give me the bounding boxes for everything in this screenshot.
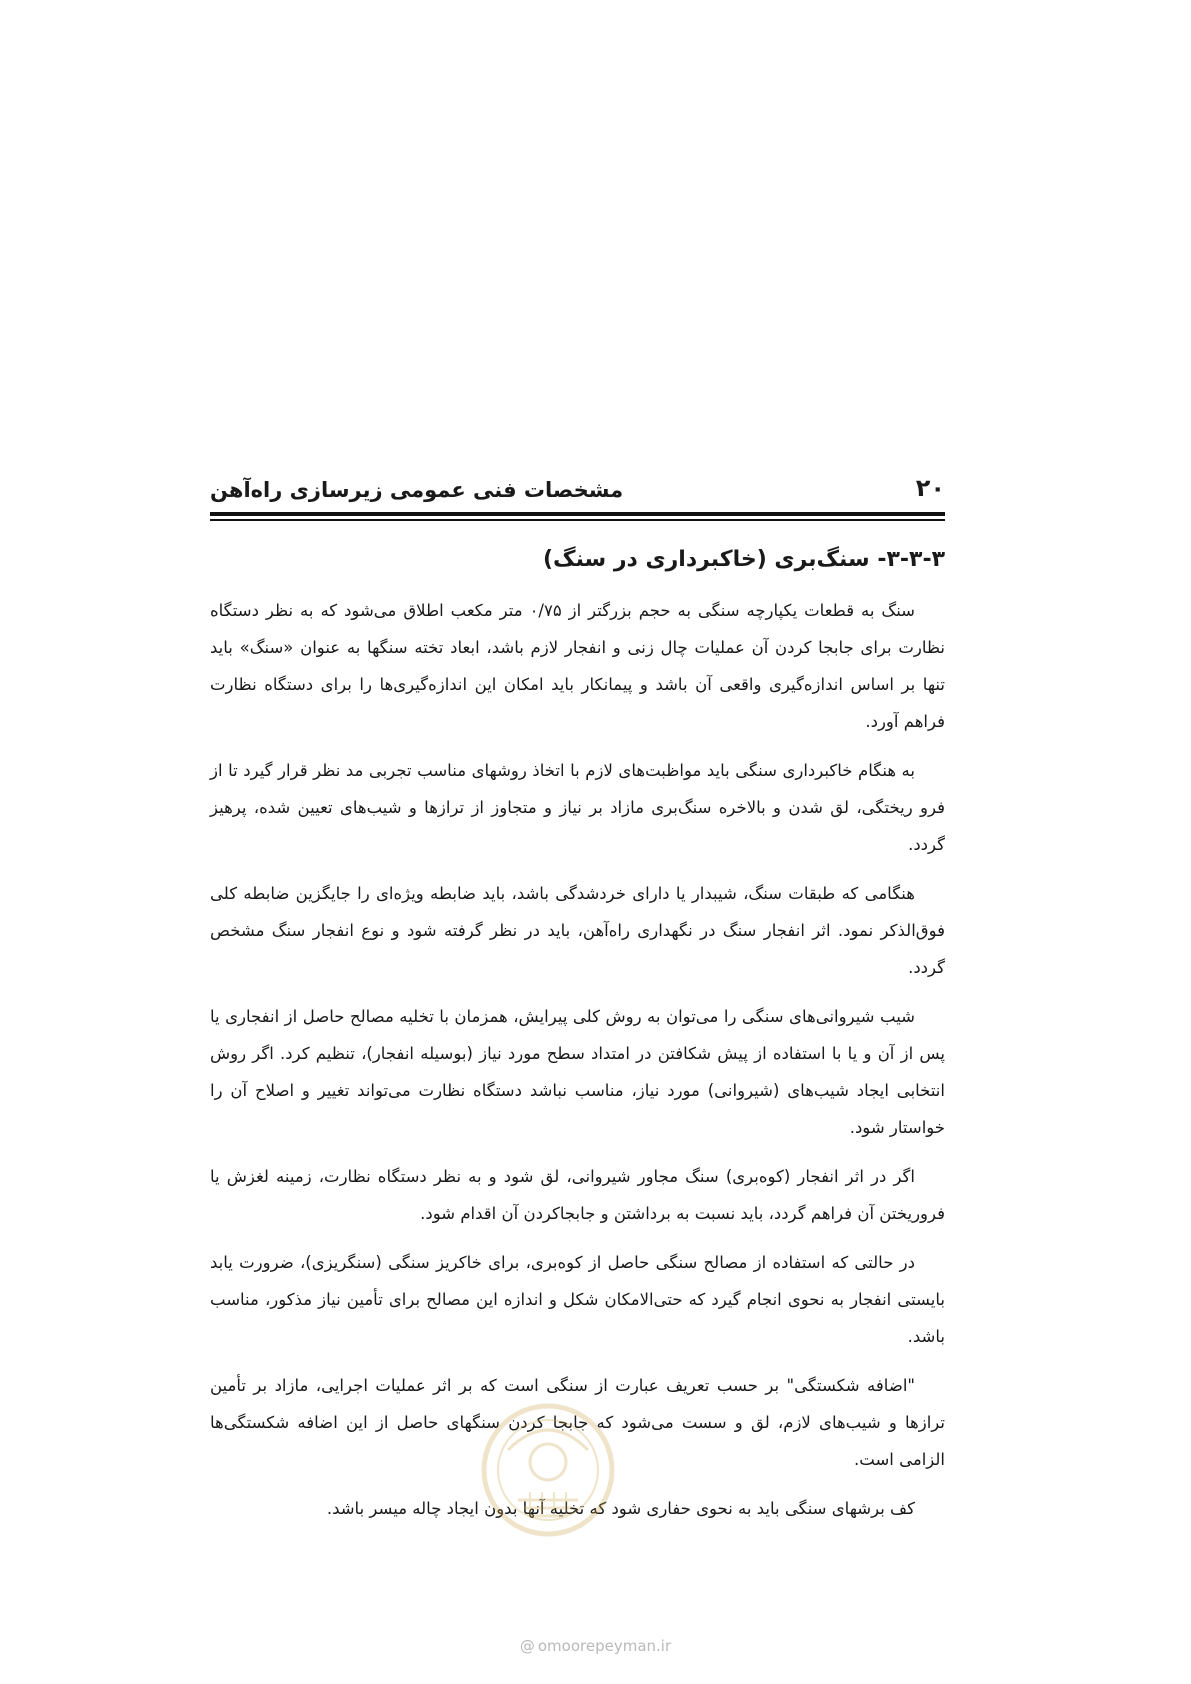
running-title: مشخصات فنی عمومی زیرسازی راه‌آهن — [210, 478, 624, 502]
page-header — [210, 470, 945, 530]
paragraph-3: هنگامی که طبقات سنگ، شیبدار یا دارای خردشدگی باشد، باید ضابطه ویژه‌ای را جایگزین ضابطه کلی فوق‌الذکر نمود. اثر انفجار سنگ در نگهداری راه‌آهن، باید در نظر گرفته شود و نوع انفجار سنگ مشخص گردد. — [210, 883, 945, 977]
footer-url — [0, 1637, 1191, 1655]
paragraph-4: شیب شیروانی‌های سنگی را می‌توان به روش کلی پیرایش، همزمان با تخلیه مصالح حاصل از انفجاری یا پس از آن و یا با استفاده از پیش شکافتن در امتداد سطح مورد نیاز (بوسیله انفجار)، تنظیم کرد. اگر روش انتخابی ایجاد شیب‌های (شیروانی) مورد نیاز، مناسب نباشد دستگاه نظارت می‌تواند تغییر و اصلاح آن را خواستار شود. — [210, 1006, 945, 1137]
header-rule-thin — [210, 519, 945, 521]
footer-url-text: omoorepeyman.ir — [537, 1637, 672, 1655]
paragraph-8: کف برشهای سنگی باید به نحوی حفاری شود که تخلیه آنها بدون ایجاد چاله میسر باشد. — [326, 1498, 915, 1518]
header-rule-thick — [210, 512, 945, 516]
paragraph-7: "اضافه شکستگی" بر حسب تعریف عبارت از سنگی است که بر اثر عملیات اجرایی، مازاد بر تأمین ترازها و شیب‌های لازم، لق و سست می‌شود که جابجا کردن سنگهای حاصل از این اضافه شکستگی‌ها الزامی است. — [210, 1375, 945, 1469]
seal-logo-watermark-icon — [478, 1400, 618, 1540]
page-number: ۲۰ — [915, 474, 945, 502]
paragraph-2: به هنگام خاکبرداری سنگی باید مواظبت‌های لازم با اتخاذ روشهای مناسب تجربی مد نظر قرار گیرد تا از فرو ریختگی، لق شدن و بالاخره سنگ‌بری مازاد بر نیاز و متجاوز از ترازها و شیب‌های تعیین شده، پرهیز گردد. — [210, 760, 945, 854]
main-content — [210, 545, 945, 1539]
paragraph-6: در حالتی که استفاده از مصالح سنگی حاصل از کوه‌بری، برای خاکریز سنگی (سنگریزی)، ضرورت یابد بایستی انفجار به نحوی انجام گیرد که حتی‌الامکان شکل و اندازه این مصالح برای تأمین نیاز مذکور، مناسب باشد. — [210, 1252, 945, 1346]
section-heading: ۳-۳-۳- سنگ‌بری (خاکبرداری در سنگ) — [542, 547, 945, 572]
at-icon: @ — [519, 1637, 535, 1655]
paragraph-1: سنگ به قطعات یکپارچه سنگی به حجم بزرگتر از ۰/۷۵ متر مکعب اطلاق می‌شود که به نظر دستگاه نظارت برای جابجا کردن آن عملیات چال زنی و انفجار لازم باشد، ابعاد تخته سنگها به عنوان «سنگ» باید تنها بر اساس اندازه‌گیری واقعی آن باشد و پیمانکار باید امکان این اندازه‌گیری‌ها را برای دستگاه نظارت فراهم آورد. — [210, 600, 945, 731]
paragraph-5: اگر در اثر انفجار (کوه‌بری) سنگ مجاور شیروانی، لق شود و به نظر دستگاه نظارت، زمینه لغزش یا فروریختن آن فراهم گردد، باید نسبت به برداشتن و جابجاکردن آن اقدام شود. — [210, 1166, 945, 1223]
